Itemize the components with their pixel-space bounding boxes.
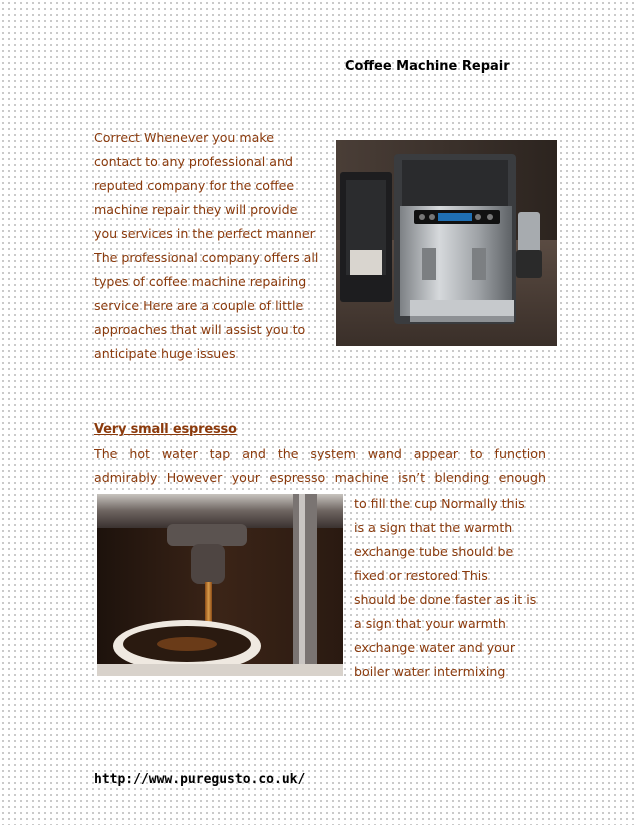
intro-line: anticipate huge issues [94,346,236,361]
paragraph-line: admirably However your espresso machine isn’t blending enough [94,470,546,485]
intro-paragraph [94,126,328,366]
intro-line: service Here are a couple of little [94,298,304,313]
section-paragraph [94,442,546,490]
coffee-machine-photo [336,140,557,346]
intro-line: Correct Whenever you make [94,130,274,145]
paragraph-line: to fill the cup Normally this [354,496,525,511]
intro-line: approaches that will assist you to [94,322,306,337]
paragraph-line: boiler water intermixing [354,664,506,679]
paragraph-line: should be done faster as it is [354,592,537,607]
intro-line: The professional company offers all [94,250,319,265]
paragraph-line: is a sign that the warmth [354,520,513,535]
intro-line: reputed company for the coffee [94,178,295,193]
paragraph-line: fixed or restored This [354,568,488,583]
footer-link[interactable]: http://www.puregusto.co.uk/ [94,772,306,787]
section-heading: Very small espresso [94,422,237,437]
paragraph-line: The hot water tap and the system wand appear to function [94,446,546,461]
intro-line: you services in the perfect manner [94,226,315,241]
intro-line: types of coffee machine repairing [94,274,307,289]
paragraph-line: a sign that your warmth [354,616,506,631]
paragraph-line: exchange tube should be [354,544,514,559]
paragraph-line: exchange water and your [354,640,516,655]
espresso-pour-photo [97,494,343,676]
intro-line: machine repair they will provide [94,202,298,217]
intro-line: contact to any professional and [94,154,293,169]
page-title: Coffee Machine Repair [345,59,510,74]
side-column-paragraph [354,492,546,684]
